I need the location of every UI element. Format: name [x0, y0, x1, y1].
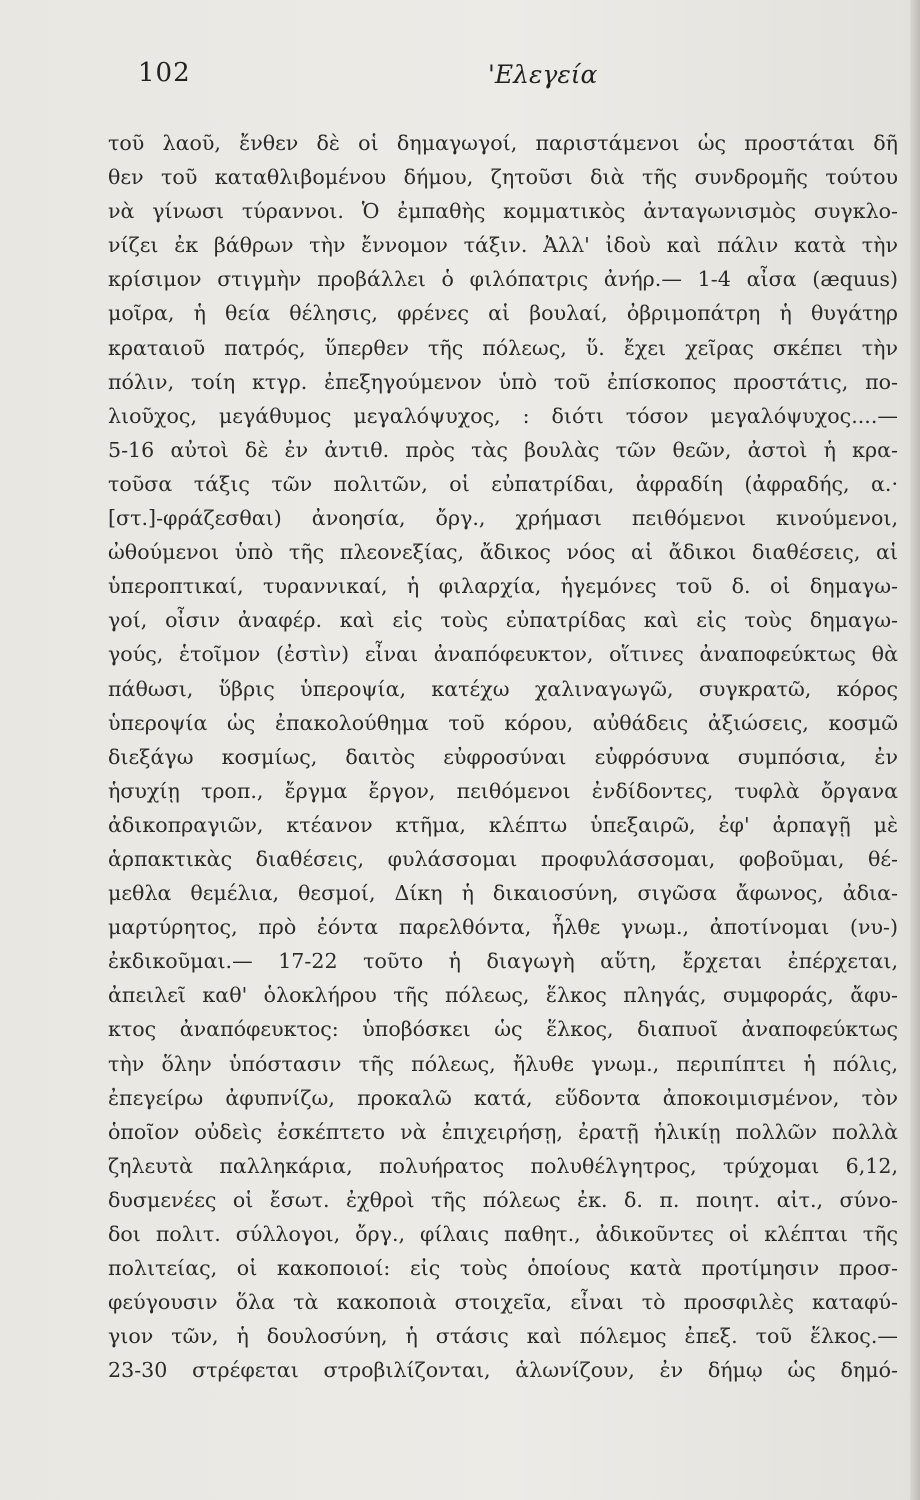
text-line: πάθωσι, ὕβρις ὑπεροψία, κατέχω χαλιναγωγῶ, συγκρατῶ, κόρος [108, 676, 898, 701]
text-line: μοῖρα, ἡ θεία θέλησις, φρένες αἱ βουλαί, ὀβριμοπάτρη ἡ θυγάτηρ [108, 301, 898, 326]
text-line: ὁποῖον οὐδεὶς ἐσκέπτετο νὰ ἐπιχειρήσῃ, ἐρατῇ ἡλικίῃ πολλῶν πολλὰ [108, 1119, 898, 1144]
text-line: κραταιοῦ πατρός, ὕπερθεν τῆς πόλεως, ὕ. ἔχει χεῖρας σκέπει τὴν [108, 335, 898, 360]
text-line: ὑπεροπτικαί, τυραννικαί, ἡ φιλαρχία, ἡγεμόνες τοῦ δ. οἱ δημαγω- [108, 574, 898, 599]
text-line: ἐκδικοῦμαι.— 17-22 τοῦτο ἡ διαγωγὴ αὕτη, ἔρχεται ἐπέρχεται, [108, 949, 898, 974]
text-line: νίζει ἐκ βάθρων τὴν ἔννομον τάξιν. Ἀλλ' ἰδοὺ καὶ πάλιν κατὰ τὴν [108, 233, 898, 258]
text-line: τοῦσα τάξις τῶν πολιτῶν, οἱ εὐπατρίδαι, ἀφραδίη (ἀφραδής, α.· [108, 471, 898, 496]
page-number: 102 [138, 58, 191, 88]
text-line: ἁρπακτικὰς διαθέσεις, φυλάσσομαι προφυλάσσομαι, φοβοῦμαι, θέ- [108, 846, 898, 871]
text-line: [στ.]-φράζεσθαι) ἀνοησία, ὄργ., χρήμασι πειθόμενοι κινούμενοι, [108, 506, 898, 531]
text-line: μαρτύρητος, πρὸ ἐόντα παρελθόντα, ἦλθε γνωμ., ἀποτίνομαι (νυ-) [108, 915, 898, 940]
running-title: 'Ελεγεία [488, 60, 598, 89]
text-line: κρίσιμον στιγμὴν προβάλλει ὁ φιλόπατρις ἀνήρ.— 1-4 αἶσα (æquus) [108, 267, 898, 292]
text-line: 5-16 αὐτοὶ δὲ ἐν ἀντιθ. πρὸς τὰς βουλὰς τῶν θεῶν, ἀστοὶ ἡ κρα- [108, 437, 898, 462]
text-line: φεύγουσιν ὅλα τὰ κακοποιὰ στοιχεῖα, εἶναι τὸ προσφιλὲς καταφύ- [108, 1290, 898, 1315]
page-bottom-margin [0, 1440, 920, 1500]
text-line: διεξάγω κοσμίως, δαιτὸς εὐφροσύναι εὐφρόσυνα συμπόσια, ἐν [108, 744, 898, 769]
text-line: ἐπεγείρω ἀφυπνίζω, προκαλῶ κατά, εὕδοντα ἀποκοιμισμένον, τὸν [108, 1085, 898, 1110]
text-line: τοῦ λαοῦ, ἔνθεν δὲ οἱ δημαγωγοί, παριστάμενοι ὡς προστάται δῆ [108, 131, 898, 155]
text-line: ἀδικοπραγιῶν, κτέανον κτῆμα, κλέπτω ὑπεξαιρῶ, ἐφ' ἁρπαγῇ μὲ [108, 812, 898, 837]
text-line: ἀπειλεῖ καθ' ὁλοκλήρου τῆς πόλεως, ἕλκος πληγάς, συμφοράς, ἄφυ- [108, 983, 898, 1008]
text-line: γούς, ἑτοῖμον (ἐστὶν) εἶναι ἀναπόφευκτον, οἵτινες ἀναποφεύκτως θὰ [108, 642, 898, 667]
text-line: τὴν ὅλην ὑπόστασιν τῆς πόλεως, ἤλυθε γνωμ., περιπίπτει ἡ πόλις, [108, 1051, 898, 1076]
text-line: ὠθούμενοι ὑπὸ τῆς πλεονεξίας, ἄδικος νόος αἱ ἄδικοι διαθέσεις, αἱ [108, 540, 898, 565]
text-line: πόλιν, τοίη κτγρ. ἐπεξηγούμενον ὑπὸ τοῦ ἐπίσκοπος προστάτις, πο- [108, 369, 898, 394]
text-line: πολιτείας, οἱ κακοποιοί: εἰς τοὺς ὁποίους κατὰ προτίμησιν προσ- [108, 1256, 898, 1281]
text-line: ζηλευτὰ παλληκάρια, πολυήρατος πολυθέλγητρος, τρύχομαι 6,12, [108, 1153, 898, 1178]
text-line: γοί, οἶσιν ἀναφέρ. καὶ εἰς τοὺς εὐπατρίδας καὶ εἰς τοὺς δημαγω- [108, 608, 898, 633]
text-line: νὰ γίνωσι τύραννοι. Ὁ ἐμπαθὴς κομματικὸς ἀνταγωνισμὸς συγκλο- [108, 199, 898, 224]
text-line: δοι πολιτ. σύλλογοι, ὄργ., φίλαις παθητ., ἀδικοῦντες οἱ κλέπται τῆς [108, 1222, 898, 1246]
text-line: 23-30 στρέφεται στροβιλίζονται, ἁλωνίζουν, ἐν δήμῳ ὡς δημό- [108, 1358, 898, 1383]
page-header [138, 58, 898, 98]
text-line: ὑπεροψία ὡς ἐπακολούθημα τοῦ κόρου, αὐθάδεις ἀξιώσεις, κοσμῶ [108, 710, 898, 735]
text-line: μεθλα θεμέλια, θεσμοί, Δίκη ἡ δικαιοσύνη, σιγῶσα ἄφωνος, ἀδια- [108, 881, 898, 906]
text-line: ἡσυχίῃ τροπ., ἔργμα ἔργον, πειθόμενοι ἐνδίδοντες, τυφλὰ ὄργανα [108, 778, 898, 803]
text-line: γιον τῶν, ἡ δουλοσύνη, ἡ στάσις καὶ πόλεμος ἐπεξ. τοῦ ἕλκος.— [108, 1324, 898, 1349]
text-line: δυσμενέες οἱ ἔσωτ. ἐχθροὶ τῆς πόλεως ἐκ. δ. π. ποιητ. αἰτ., σύνο- [108, 1187, 898, 1212]
text-line: κτος ἀναπόφευκτος: ὑποβόσκει ὡς ἕλκος, διαπυοῖ ἀναποφεύκτως [108, 1017, 898, 1042]
text-line: θεν τοῦ καταθλιβομένου δήμου, ζητοῦσι διὰ τῆς συνδρομῆς τούτου [108, 165, 898, 190]
commentary-text [108, 126, 898, 1387]
text-line: λιοῦχος, μεγάθυμος μεγαλόψυχος, : διότι τόσον μεγαλόψυχος....— [108, 403, 898, 428]
page-edge-shadow [910, 0, 920, 1500]
